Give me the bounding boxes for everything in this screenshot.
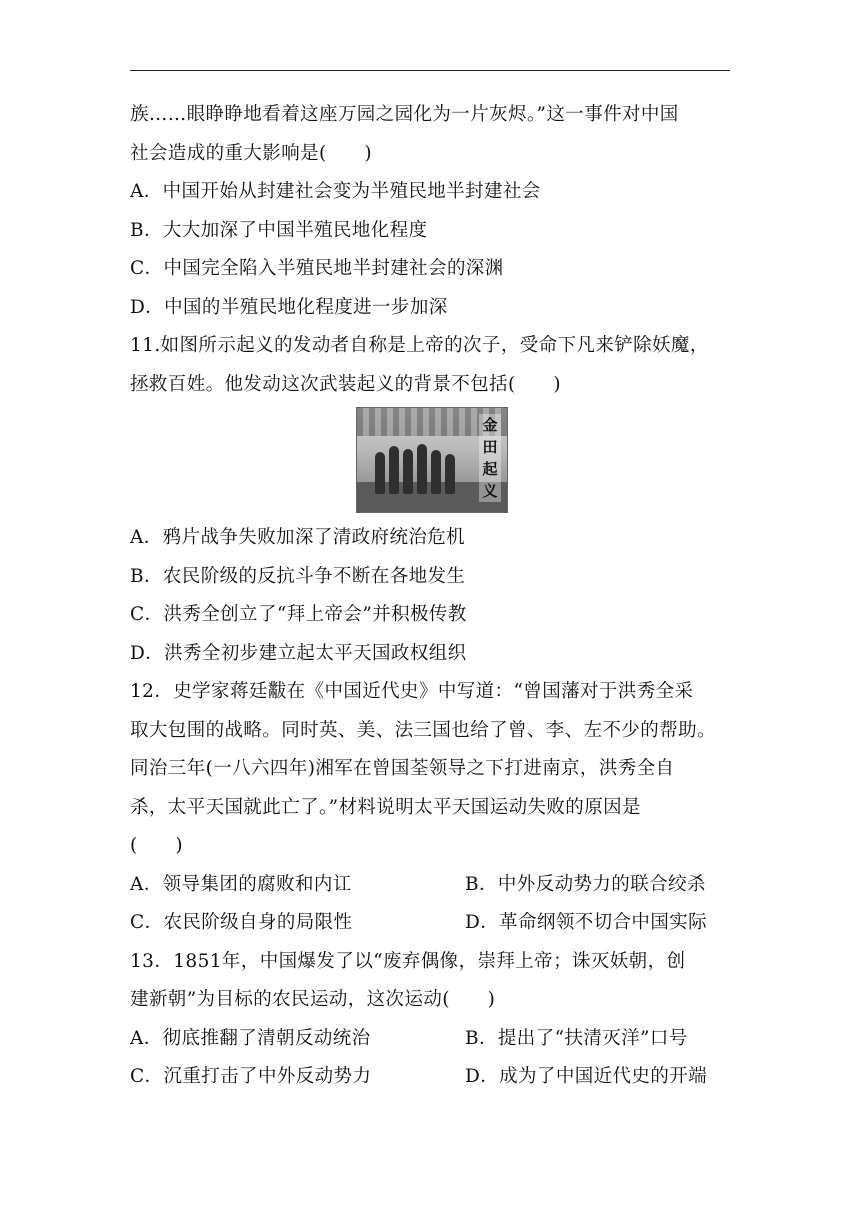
q10-option-c: C．中国完全陷入半殖民地半封建社会的深渊	[130, 258, 504, 279]
q12-option-c: C．农民阶级自身的局限性	[130, 912, 353, 933]
q13-option-c: C．沉重打击了中外反动势力	[130, 1066, 372, 1087]
q13-option-a: A．彻底推翻了清朝反动统治	[130, 1027, 371, 1049]
q13-stem-line: 建新朝”为目标的农民运动，这次运动( )	[130, 989, 496, 1010]
figure-person	[417, 444, 427, 494]
q12-stem-line: 同治三年(一八六四年)湘军在曾国荃领导之下打进南京，洪秀全自	[130, 758, 675, 779]
q10-stem-line: 社会造成的重大影响是( )	[130, 142, 373, 164]
image-caption: 金田起义	[479, 414, 501, 502]
q11-option-d: D．洪秀全初步建立起太平天国政权组织	[130, 642, 467, 664]
q10-option-a: A．中国开始从封建社会变为半殖民地半封建社会	[130, 181, 541, 202]
header-rule	[130, 70, 730, 71]
figure-person	[403, 449, 413, 494]
q10-option-b: B．大大加深了中国半殖民地化程度	[130, 219, 428, 241]
jintian-uprising-image	[356, 407, 508, 513]
q11-option-c: C．洪秀全创立了“拜上帝会”并积极传教	[130, 604, 467, 625]
q13-options-row	[130, 1058, 730, 1097]
q11-option-b: B．农民阶级的反抗斗争不断在各地发生	[130, 565, 466, 587]
q13-options-row	[130, 1020, 730, 1059]
q12-stem-line: 12．史学家蒋廷黻在《中国近代史》中写道：“曾国藩对于洪秀全采	[130, 681, 694, 702]
figure-person	[431, 450, 441, 494]
q12-option-a: A．领导集团的腐败和内讧	[130, 873, 352, 895]
q12-stem-line: 杀，太平天国就此亡了。”材料说明太平天国运动失败的原因是	[130, 796, 641, 818]
q12-stem-line: ( )	[130, 835, 184, 856]
q13-option-d: D．成为了中国近代史的开端	[465, 1066, 708, 1087]
q12-options-row	[130, 904, 730, 943]
q10-option-d: D．中国的半殖民地化程度进一步加深	[130, 296, 448, 318]
q10-stem-line: 族……眼睁睁地看着这座万园之园化为一片灰烬。”这一事件对中国	[130, 104, 679, 125]
q13-stem-line: 13．1851年，中国爆发了以“废弃偶像，崇拜上帝；诛灭妖朝，创	[130, 950, 686, 972]
figure-person	[375, 452, 385, 494]
figure-person	[445, 454, 455, 494]
q12-stem-line: 取大包围的战略。同时英、美、法三国也给了曾、李、左不少的帮助。	[130, 719, 716, 741]
q11-option-a: A．鸦片战争失败加深了清政府统治危机	[130, 527, 466, 548]
q12-option-d: D．革命纲领不切合中国实际	[465, 912, 708, 933]
q11-stem-line: 11.如图所示起义的发动者自称是上帝的次子，受命下凡来铲除妖魔，	[130, 335, 709, 356]
figure-person	[389, 446, 399, 494]
q13-option-b: B．提出了“扶清灭洋”口号	[465, 1027, 688, 1049]
exam-page	[130, 96, 730, 1097]
q11-stem-line: 拯救百姓。他发动这次武装起义的背景不包括( )	[130, 373, 562, 395]
q12-options-row	[130, 866, 730, 905]
q12-option-b: B．中外反动势力的联合绞杀	[465, 873, 706, 895]
